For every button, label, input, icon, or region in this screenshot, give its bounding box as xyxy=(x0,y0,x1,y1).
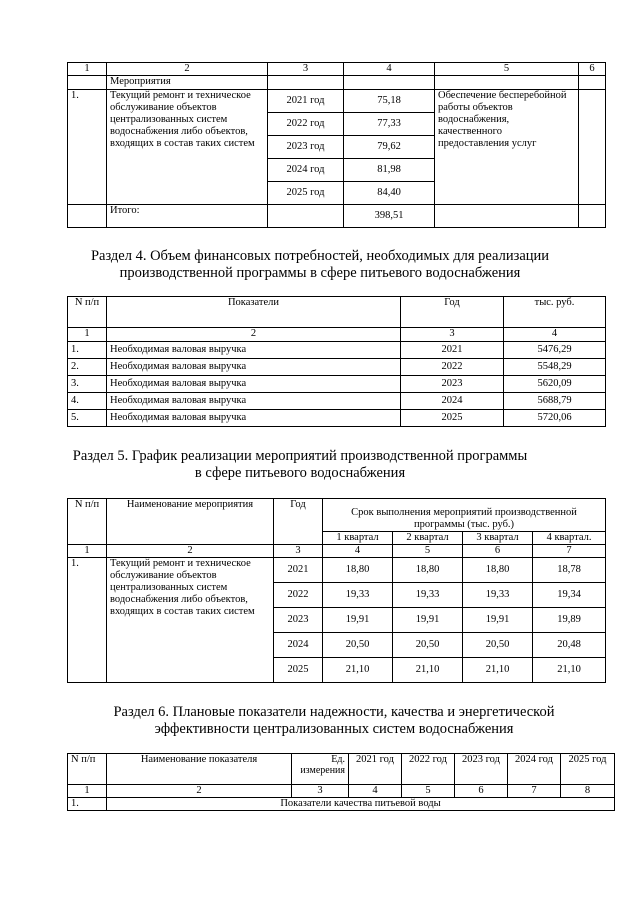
col-number: 6 xyxy=(579,63,606,76)
activity-name: Текущий ремонт и техническое обслуживание объектов централизованных систем водоснабжения либо объектов, входящих в состав таких систем xyxy=(107,558,274,683)
value-cell: 75,18 xyxy=(344,90,435,113)
table-row: 5. Необходимая валовая выручка 2025 5720,06 xyxy=(68,410,606,427)
header-num: N п/п xyxy=(68,297,107,328)
header-year: Год xyxy=(274,499,323,545)
schedule-table xyxy=(67,498,606,683)
activity-name: Текущий ремонт и техническое обслуживание объектов централизованных систем водоснабжения либо объектов, входящих в состав таких систем xyxy=(107,90,268,205)
row-group-label: Показатели качества питьевой воды xyxy=(107,798,615,811)
header-numbers-row: 1 2 3 4 5 6 7 xyxy=(68,545,606,558)
table-row: 2023 19,91 19,91 19,91 19,89 xyxy=(68,608,606,633)
table-row xyxy=(68,90,606,113)
col-number: 3 xyxy=(268,63,344,76)
table-row: 1. Текущий ремонт и техническое обслуживание объектов централизованных систем водоснабжения либо объектов, входящих в состав таких систем 2021 18,80 18,80 18,80 18,78 xyxy=(68,558,606,583)
header-row: N п/п Наименование показателя Ед. измерения 2021 год 2022 год 2023 год 2024 год 2025 год xyxy=(68,754,615,785)
header-numbers-row: 1 2 3 4 xyxy=(68,328,606,342)
table-row: 2025 21,10 21,10 21,10 21,10 xyxy=(68,658,606,683)
header-name: Наименование мероприятия xyxy=(107,499,274,545)
year-cell: 2024 год xyxy=(268,159,344,182)
header-row xyxy=(68,297,606,328)
section-label: Мероприятия xyxy=(107,76,268,90)
total-row xyxy=(68,205,606,228)
value-cell: 79,62 xyxy=(344,136,435,159)
col-number: 5 xyxy=(435,63,579,76)
table-row: 3. Необходимая валовая выручка 2023 5620,09 xyxy=(68,376,606,393)
header-name: Наименование показателя xyxy=(107,754,292,785)
value-cell: 81,98 xyxy=(344,159,435,182)
section-6-title: Раздел 6. Плановые показатели надежности, качества и энергетической эффективности централизованных систем водоснабжения xyxy=(113,704,555,737)
header-num: N п/п xyxy=(68,754,107,785)
goal-text: Обеспечение бесперебойной работы объектов водоснабжения, качественного предоставления услуг xyxy=(435,90,579,205)
col-number: 1 xyxy=(68,63,107,76)
table-row: 2022 19,33 19,33 19,33 19,34 xyxy=(68,583,606,608)
financial-needs-table xyxy=(67,296,606,427)
row-number: 1. xyxy=(68,90,107,205)
table-row: 2024 20,50 20,50 20,50 20,48 xyxy=(68,633,606,658)
activities-table xyxy=(67,62,606,228)
row-number: 1. xyxy=(68,558,107,683)
quarters-row: 1 квартал 2 квартал 3 квартал 4 квартал. xyxy=(68,532,606,545)
header-indicator: Показатели xyxy=(107,297,401,328)
header-year: Год xyxy=(401,297,504,328)
indicators-table xyxy=(67,753,615,811)
table-row: 1. Показатели качества питьевой воды xyxy=(68,798,615,811)
total-value: 398,51 xyxy=(344,205,435,228)
header-num: N п/п xyxy=(68,499,107,545)
section-5-title: Раздел 5. График реализации мероприятий производственной программы в сфере питьевого водоснабжения xyxy=(72,448,528,481)
header-amount: тыс. руб. xyxy=(504,297,606,328)
header-numbers-row xyxy=(68,63,606,76)
section-label-row xyxy=(68,76,606,90)
value-cell: 77,33 xyxy=(344,113,435,136)
section-4-title: Раздел 4. Объем финансовых потребностей, необходимых для реализации производственной программы в сфере питьевого водоснабжения xyxy=(90,248,550,281)
year-cell: 2021 год xyxy=(268,90,344,113)
header-row xyxy=(68,499,606,532)
header-term: Срок выполнения мероприятий производственной программы (тыс. руб.) xyxy=(323,499,606,532)
col-number: 4 xyxy=(344,63,435,76)
header-unit: Ед. измерения xyxy=(292,754,349,785)
total-label: Итого: xyxy=(107,205,268,228)
year-cell: 2025 год xyxy=(268,182,344,205)
table-row: 2. Необходимая валовая выручка 2022 5548,29 xyxy=(68,359,606,376)
year-cell: 2022 год xyxy=(268,113,344,136)
header-numbers-row: 1 2 3 4 5 6 7 8 xyxy=(68,785,615,798)
year-cell: 2023 год xyxy=(268,136,344,159)
table-row: 1. Необходимая валовая выручка 2021 5476,29 xyxy=(68,342,606,359)
col-number: 2 xyxy=(107,63,268,76)
table-row: 4. Необходимая валовая выручка 2024 5688,79 xyxy=(68,393,606,410)
value-cell: 84,40 xyxy=(344,182,435,205)
